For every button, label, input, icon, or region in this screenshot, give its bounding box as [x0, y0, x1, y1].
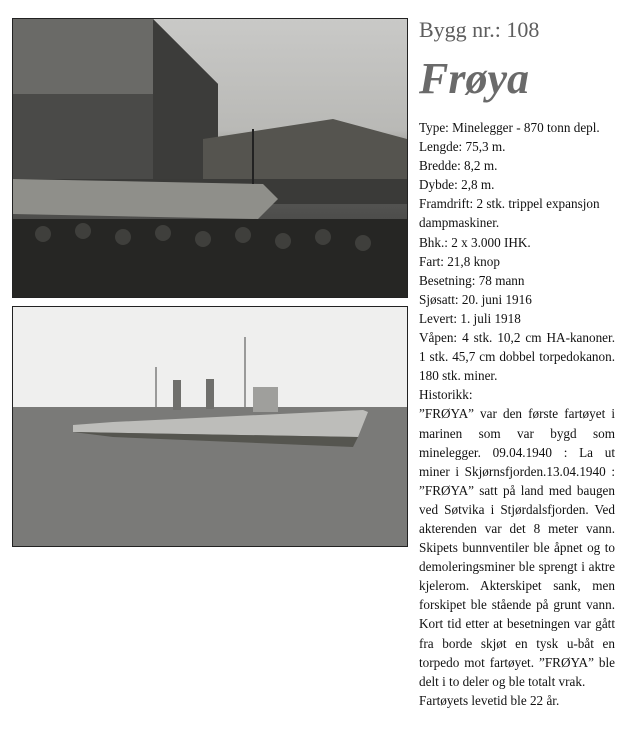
spec-horsepower: Bhk.: 2 x 3.000 IHK.	[419, 234, 531, 250]
build-number: Bygg nr.: 108	[419, 17, 540, 42]
spec-weapons: Våpen: 4 stk. 10,2 cm HA-kanoner. 1 stk. 45,7 cm dobbel torpedokanon. 180 stk. miner.	[419, 330, 615, 384]
history-lifetime: Fartøyets levetid ble 22 år.	[419, 692, 560, 708]
ship-at-sea-photo	[12, 306, 408, 547]
ship-info-column	[419, 14, 615, 710]
spec-length: Lengde: 75,3 m.	[419, 139, 506, 155]
launch-ceremony-photo	[12, 18, 408, 298]
spec-delivered: Levert: 1. juli 1918	[419, 310, 521, 326]
spec-propulsion: Framdrift: 2 stk. trippel expansjon dampmaskiner.	[419, 196, 600, 231]
spec-beam: Bredde: 8,2 m.	[419, 158, 498, 174]
history-body: ”FRØYA” var den første fartøyet i marinen som var bygd som minelegger. 09.04.1940 : La ut miner i Skjørnsfjorden.13.04.1940 : ”FRØYA” satt på land med baugen ved Søtvika i Stjørdalsfjorden. Ved akterenden var det 8 meter vann. Skipets bunnventiler ble åpnet og to demoleringsminer ble sprengt i aktre kjelerom. Akterskipet sank, men forskipet ble stående på grunt vann. Kort tid etter at besetningen var gått fra borde skjøt en tysk u-båt en torpedo mot fartøyet. ”FRØYA” ble delt i to deler og ble totalt vrak.	[419, 406, 615, 689]
spec-crew: Besetning: 78 mann	[419, 272, 525, 288]
ship-name: Frøya	[419, 54, 529, 103]
history-heading: Historikk:	[419, 387, 473, 403]
spec-draft: Dybde: 2,8 m.	[419, 177, 495, 193]
spec-type: Type: Minelegger - 870 tonn depl.	[419, 120, 600, 135]
spec-launched: Sjøsatt: 20. juni 1916	[419, 291, 532, 307]
spec-speed: Fart: 21,8 knop	[419, 253, 500, 269]
